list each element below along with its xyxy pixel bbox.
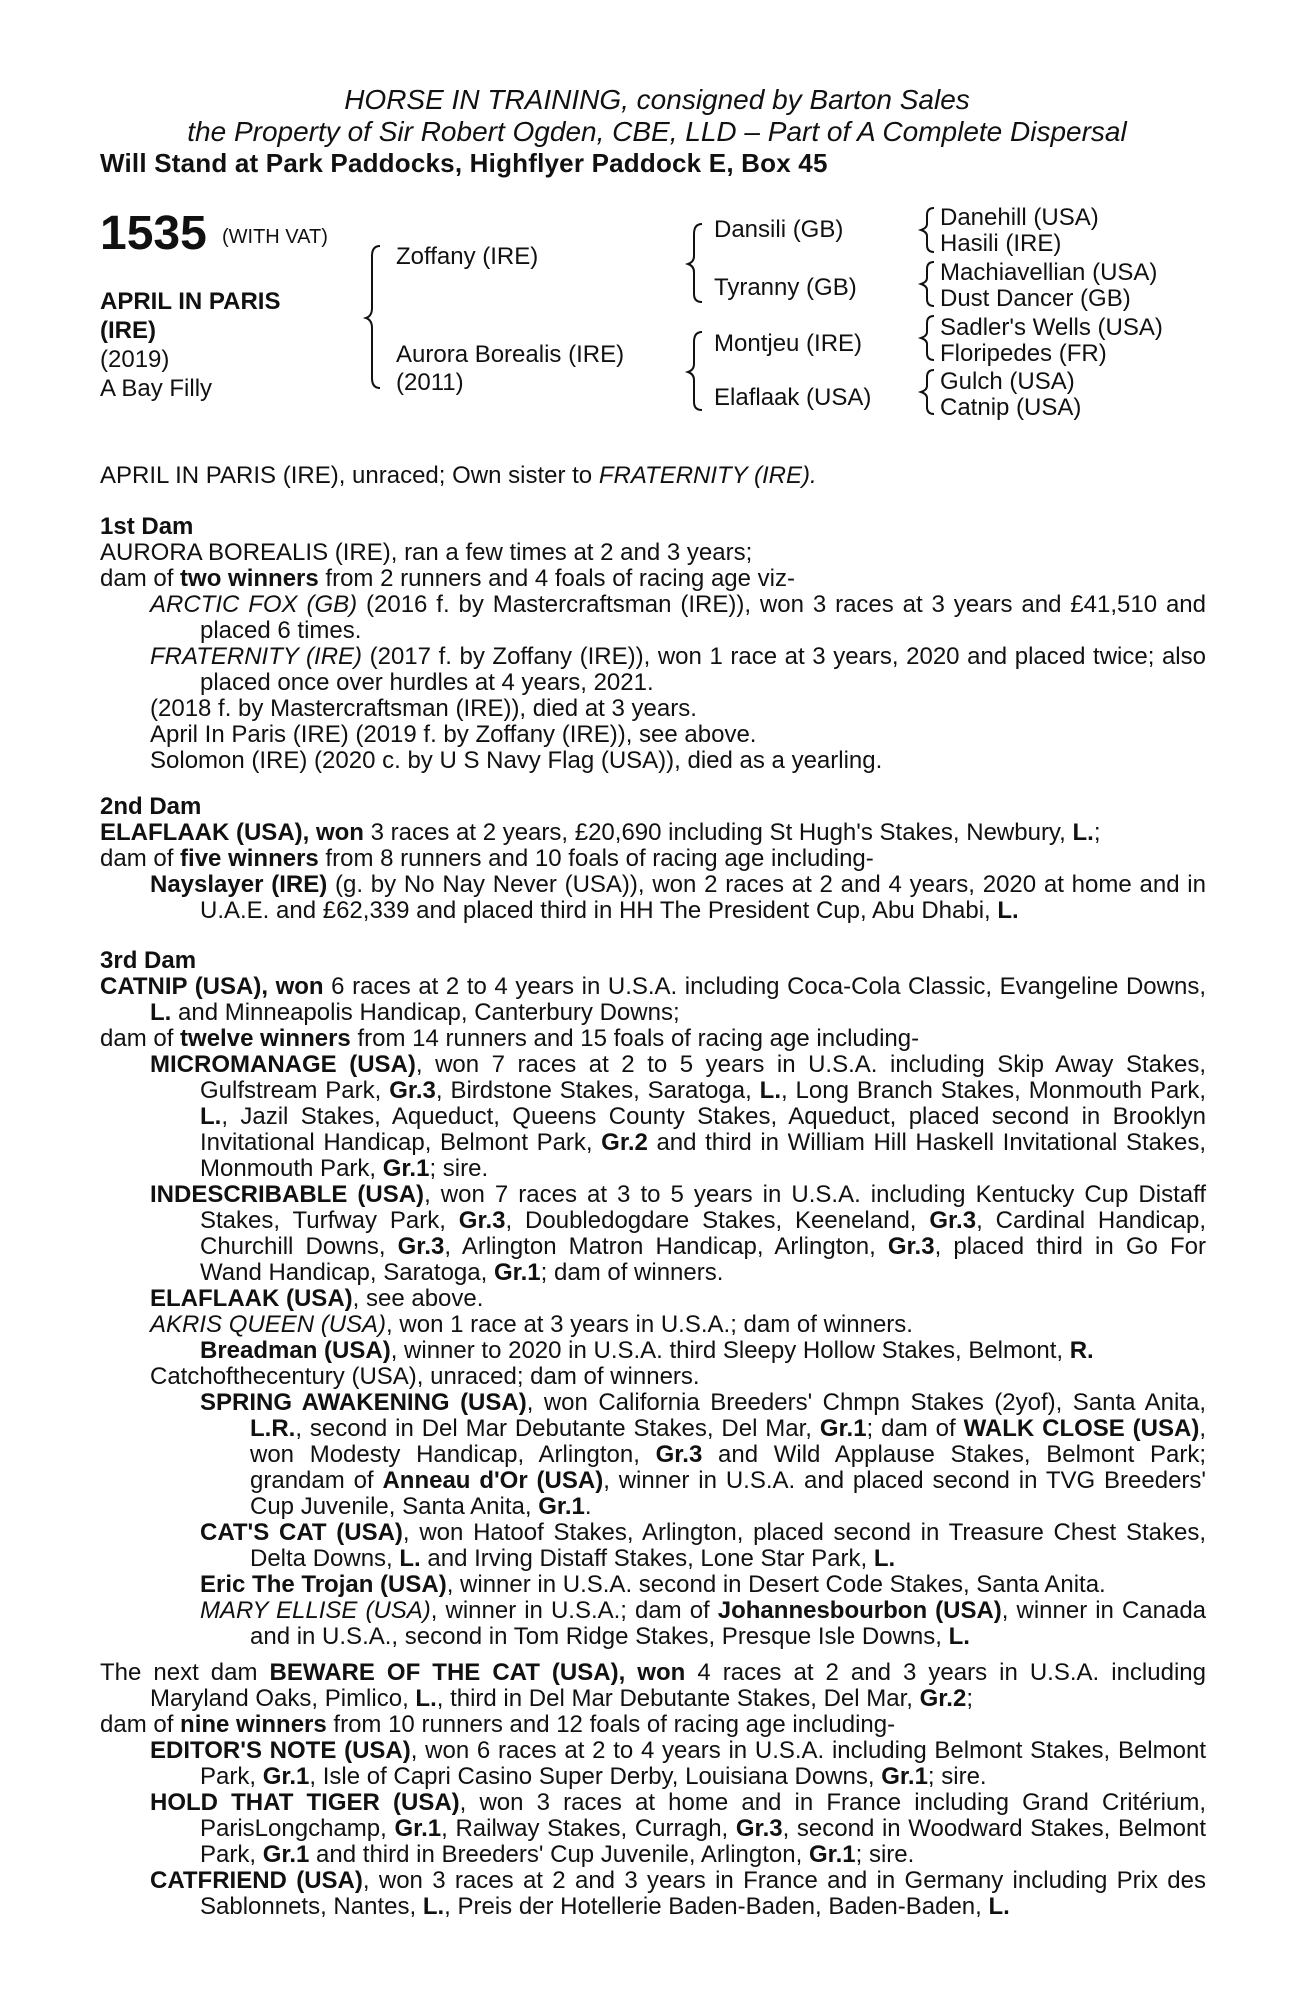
dam-year: (2011) — [396, 369, 464, 396]
ggp-7: Gulch (USA) — [940, 368, 1075, 395]
list-item: Nayslayer (IRE) (g. by No Nay Never (USA)), won 2 races at 2 and 4 years, 2020 at home and in U.A.E. and £62,339 and placed third in HH The President Cup, Abu Dhabi, L. — [150, 871, 1206, 924]
granddam-2: Elaflaak (USA) — [714, 384, 872, 411]
grandsire-1: Dansili (GB) — [714, 216, 844, 243]
lot-number: 1535 — [100, 207, 207, 260]
next-dam-section: The next dam BEWARE OF THE CAT (USA), won 4 races at 2 and 3 years in U.S.A. including Maryland Oaks, Pimlico, L., third in Del Mar Debutante Stakes, Del Mar, Gr.2; dam of nine winners from 10 runners and 12 foals of racing age including- EDITOR'S NOTE (USA), won 6 races at 2 to 4 years in U.S.A. including Belmont Stakes, Belmont Park, Gr.1, Isle of Capri Casino Super Derby, Louisiana Downs, Gr.1; sire. HOLD THAT TIGER (USA), won 3 races at home and in France including Grand Critérium, ParisLongchamp, Gr.1, Railway Stakes, Curragh, Gr.3, second in Woodward Stakes, Belmont Park, Gr.1 and third in Breeders' Cup Juvenile, Arlington, Gr.1; sire. CATFRIEND (USA), won 3 races at 2 and 3 years in France and in Germany including Prix des Sablonnets, Nantes, L., Preis der Hotellerie Baden-Baden, Baden-Baden, L. — [100, 1659, 1206, 1920]
list-item: EDITOR'S NOTE (USA), won 6 races at 2 to 4 years in U.S.A. including Belmont Stakes, Belmont Park, Gr.1, Isle of Capri Casino Super Derby, Louisiana Downs, Gr.1; sire. — [150, 1737, 1206, 1790]
list-item: Eric The Trojan (USA), winner in U.S.A. second in Desert Code Stakes, Santa Anita. — [200, 1571, 1106, 1598]
header-line-3: Will Stand at Park Paddocks, Highflyer Paddock E, Box 45 — [100, 148, 828, 178]
ggp-8: Catnip (USA) — [940, 394, 1082, 421]
list-item: April In Paris (IRE) (2019 f. by Zoffany (IRE)), see above. — [150, 721, 757, 748]
list-item: Catchofthecentury (USA), unraced; dam of winners. — [150, 1363, 700, 1390]
list-item: CATFRIEND (USA), won 3 races at 2 and 3 years in France and in Germany including Prix des Sablonnets, Nantes, L., Preis der Hotellerie Baden-Baden, Baden-Baden, L. — [150, 1867, 1206, 1920]
ggp-6: Floripedes (FR) — [940, 340, 1107, 367]
third-dam-heading: 3rd Dam — [100, 947, 197, 974]
list-item: MICROMANAGE (USA), won 7 races at 2 to 5 years in U.S.A. including Skip Away Stakes, Gulfstream Park, Gr.3, Birdstone Stakes, Saratoga, L., Long Branch Stakes, Monmouth Park, L., Jazil Stakes, Aqueduct, Queens County Stakes, Aqueduct, placed second in Brooklyn Invitational Handicap, Belmont Park, Gr.2 and third in William Hill Haskell Invitational Stakes, Monmouth Park, Gr.1; sire. — [150, 1051, 1207, 1182]
list-item: MARY ELLISE (USA), winner in U.S.A.; dam of Johannesbourbon (USA), winner in Canada and in U.S.A., second in Tom Ridge Stakes, Presque Isle Downs, L. — [200, 1597, 1207, 1650]
list-item: INDESCRIBABLE (USA), won 7 races at 3 to 5 years in U.S.A. including Kentucky Cup Distaff Stakes, Turfway Park, Gr.3, Doubledogdare Stakes, Keeneland, Gr.3, Cardinal Handicap, Churchill Downs, Gr.3, Arlington Matron Handicap, Arlington, Gr.3, placed third in Go For Wand Handicap, Saratoga, Gr.1; dam of winners. — [150, 1181, 1207, 1286]
second-dam-heading: 2nd Dam — [100, 793, 202, 820]
sire-name: Zoffany (IRE) — [396, 243, 539, 270]
horse-name: APRIL IN PARIS (IRE) (2019) A Bay Filly — [100, 288, 281, 402]
first-dam-heading: 1st Dam — [100, 513, 194, 540]
vat-label: (WITH VAT) — [222, 226, 328, 248]
first-dam-section: 1st Dam AURORA BOREALIS (IRE), ran a few times at 2 and 3 years; dam of two winners from 2 runners and 4 foals of racing age viz- ARCTIC FOX (GB) (2016 f. by Mastercraftsman (IRE)), won 3 races at 3 years and £41,510 and placed 6 times. FRATERNITY (IRE) (2017 f. by Zoffany (IRE)), won 1 race at 3 years, 2020 and placed twice; also placed once over hurdles at 4 years, 2021. (2018 f. by Mastercraftsman (IRE)), died at 3 years. April In Paris (IRE) (2019 f. by Zoffany (IRE)), see above. Solomon (IRE) (2020 c. by U S Navy Flag (USA)), died as a yearling. — [100, 513, 1207, 774]
ggp-3: Machiavellian (USA) — [940, 259, 1158, 286]
list-item: AKRIS QUEEN (USA), won 1 race at 3 years in U.S.A.; dam of winners. — [150, 1311, 913, 1338]
list-item: CAT'S CAT (USA), won Hatoof Stakes, Arlington, placed second in Treasure Chest Stakes, Delta Downs, L. and Irving Distaff Stakes, Lone Star Park, L. — [200, 1519, 1206, 1572]
list-item: FRATERNITY (IRE) (2017 f. by Zoffany (IRE)), won 1 race at 3 years, 2020 and placed twice; also placed once over hurdles at 4 years, 2021. — [150, 643, 1206, 696]
list-item: (2018 f. by Mastercraftsman (IRE)), died at 3 years. — [150, 695, 697, 722]
list-item: HOLD THAT TIGER (USA), won 3 races at home and in France including Grand Critérium, ParisLongchamp, Gr.1, Railway Stakes, Curragh, Gr.3, second in Woodward Stakes, Belmont Park, Gr.1 and third in Breeders' Cup Juvenile, Arlington, Gr.1; sire. — [150, 1789, 1206, 1868]
intro-paragraph: APRIL IN PARIS (IRE), unraced; Own sister to FRATERNITY (IRE). — [100, 462, 817, 489]
ggp-1: Danehill (USA) — [940, 204, 1099, 231]
third-dam-section: 3rd Dam CATNIP (USA), won 6 races at 2 to 4 years in U.S.A. including Coca-Cola Classic, Evangeline Downs, L. and Minneapolis Handicap, Canterbury Downs; dam of twelve winners from 14 runners and 15 foals of racing age including- MICROMANAGE (USA), won 7 races at 2 to 5 years in U.S.A. including Skip Away Stakes, Gulfstream Park, Gr.3, Birdstone Stakes, Saratoga, L., Long Branch Stakes, Monmouth Park, L., Jazil Stakes, Aqueduct, Queens County Stakes, Aqueduct, placed second in Brooklyn Invitational Handicap, Belmont Park, Gr.2 and third in William Hill Haskell Invitational Stakes, Monmouth Park, Gr.1; sire. INDESCRIBABLE (USA), won 7 races at 3 to 5 years in U.S.A. including Kentucky Cup Distaff Stakes, Turfway Park, Gr.3, Doubledogdare Stakes, Keeneland, Gr.3, Cardinal Handicap, Churchill Downs, Gr.3, Arlington Matron Handicap, Arlington, Gr.3, placed third in Go For Wand Handicap, Saratoga, Gr.1; dam of winners. ELAFLAAK (USA), see above. AKRIS QUEEN (USA), won 1 race at 3 years in U.S.A.; dam of winners. Breadman (USA), winner to 2020 in U.S.A. third Sleepy Hollow Stakes, Belmont, R. Catchofthecentury (USA), unraced; dam of winners. SPRING AWAKENING (USA), won California Breeders' Chmpn Stakes (2yof), Santa Anita, L.R., second in Del Mar Debutante Stakes, Del Mar, Gr.1; dam of WALK CLOSE (USA), won Modesty Handicap, Arlington, Gr.3 and Wild Applause Stakes, Belmont Park; grandam of Anneau d'Or (USA), winner in U.S.A. and placed second in TVG Breeders' Cup Juvenile, Santa Anita, Gr.1. CAT'S CAT (USA), won Hatoof Stakes, Arlington, placed second in Treasure Chest Stakes, Delta Downs, L. and Irving Distaff Stakes, Lone Star Park, L. Eric The Trojan (USA), winner in U.S.A. second in Desert Code Stakes, Santa Anita. MARY ELLISE (USA), winner in U.S.A.; dam of Johannesbourbon (USA), winner in Canada and in U.S.A., second in Tom Ridge Stakes, Presque Isle Downs, L. — [100, 947, 1207, 1650]
grandsire-2: Montjeu (IRE) — [714, 330, 863, 357]
granddam-1: Tyranny (GB) — [714, 274, 857, 301]
list-item: Solomon (IRE) (2020 c. by U S Navy Flag (USA)), died as a yearling. — [150, 747, 883, 774]
list-item: ARCTIC FOX (GB) (2016 f. by Mastercraftsman (IRE)), won 3 races at 3 years and £41,510 and placed 6 times. — [150, 591, 1207, 644]
header-line-1: HORSE IN TRAINING, consigned by Barton Sales — [344, 84, 970, 115]
ggp-4: Dust Dancer (GB) — [940, 285, 1131, 312]
dam-name: Aurora Borealis (IRE) — [396, 341, 625, 368]
ggp-2: Hasili (IRE) — [940, 230, 1062, 257]
pedigree-brackets — [0, 0, 1314, 440]
list-item: ELAFLAAK (USA), see above. — [150, 1285, 484, 1312]
ggp-5: Sadler's Wells (USA) — [940, 314, 1163, 341]
list-item: SPRING AWAKENING (USA), won California Breeders' Chmpn Stakes (2yof), Santa Anita, L.R., second in Del Mar Debutante Stakes, Del Mar, Gr.1; dam of WALK CLOSE (USA), won Modesty Handicap, Arlington, Gr.3 and Wild Applause Stakes, Belmont Park; grandam of Anneau d'Or (USA), winner in U.S.A. and placed second in TVG Breeders' Cup Juvenile, Santa Anita, Gr.1. — [200, 1389, 1207, 1520]
second-dam-section: 2nd Dam ELAFLAAK (USA), won 3 races at 2 years, £20,690 including St Hugh's Stakes, Newbury, L.; dam of five winners from 8 runners and 10 foals of racing age including- Nayslayer (IRE) (g. by No Nay Never (USA)), won 2 races at 2 and 4 years, 2020 at home and in U.A.E. and £62,339 and placed third in HH The President Cup, Abu Dhabi, L. — [100, 793, 1206, 924]
list-item: Breadman (USA), winner to 2020 in U.S.A. third Sleepy Hollow Stakes, Belmont, R. — [200, 1337, 1094, 1364]
header-line-2: the Property of Sir Robert Ogden, CBE, LLD – Part of A Complete Dispersal — [187, 116, 1127, 147]
